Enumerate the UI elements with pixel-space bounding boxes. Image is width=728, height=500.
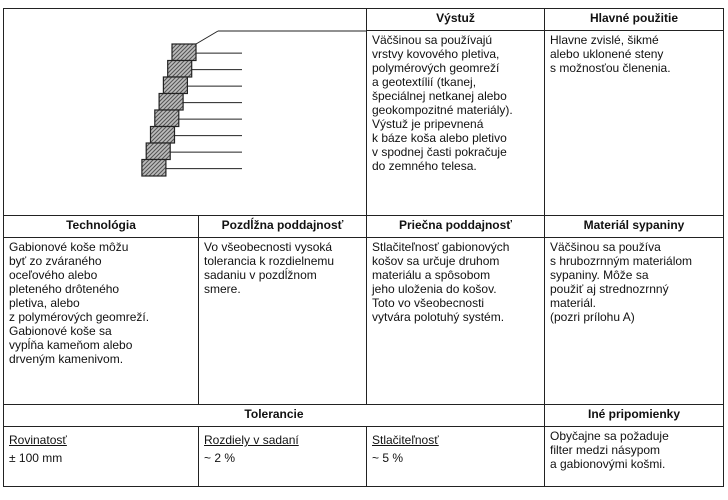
header-technologia: Technológia: [4, 216, 199, 238]
gabion-block: [151, 127, 175, 144]
cell-hlavne-pouzitie: Hlavne zvislé, šikmé alebo uklonené steny s možnosťou členenia.: [545, 31, 724, 216]
tolerance-value: ~ 5 %: [372, 451, 404, 465]
header-hlavne-pouzitie: Hlavné použitie: [545, 9, 724, 31]
tolerance-label: Rovinatosť: [9, 433, 67, 447]
header-material: Materiál sypaniny: [545, 216, 724, 238]
header-ine: Iné pripomienky: [545, 405, 724, 427]
cell-material: Väčšinou sa používa s hrubozrnným materiálom sypaniny. Môže sa použiť aj strednozrnný materiál. (pozri prílohu A): [545, 238, 724, 405]
tolerance-label: Stlačiteľnosť: [372, 433, 439, 447]
tolerance-value: ± 100 mm: [9, 451, 63, 465]
tolerance-rovinatost: [4, 427, 199, 487]
tolerance-stlacitelnost: [367, 427, 545, 487]
gabion-spec-table: [3, 8, 724, 487]
header-tolerancie: Tolerancie: [4, 405, 545, 427]
cell-technologia: Gabionové koše môžu byť zo zváraného oceľového alebo pleteného drôteného pletiva, alebo z polymérových geomreží. Gabionové koše sa vypĺňa kameňom alebo drveným kamenivom.: [4, 238, 199, 405]
header-pozdlzna: Pozdĺžna poddajnosť: [199, 216, 367, 238]
gabion-block: [172, 44, 196, 61]
tolerance-value: ~ 2 %: [204, 451, 236, 465]
tolerance-sadanie: [199, 427, 367, 487]
header-vystuz: Výstuž: [367, 9, 545, 31]
backfill-slope-line: [196, 31, 218, 44]
gabion-block: [163, 77, 187, 94]
gabion-wall-figure: [4, 9, 367, 216]
tolerance-label: Rozdiely v sadaní: [204, 433, 299, 447]
cell-priecna: Stlačiteľnosť gabionových košov sa určuje druhom materiálu a spôsobom jeho uloženia do košov. Toto vo všeobecnosti vytvára polotuhý systém.: [367, 238, 545, 405]
cell-pozdlzna: Vo všeobecnosti vysoká tolerancia k rozdielnemu sadaniu v pozdĺžnom smere.: [199, 238, 367, 405]
cell-vystuz: Väčšinou sa používajú vrstvy kovového pletiva, polymérových geomreží a geotextílií (tkanej, špeciálnej netkanej alebo geokompozitné materiály). Výstuž je pripevnená k báze koša alebo pletivo v spodnej časti pokračuje do zemného telesa.: [367, 31, 545, 216]
gabion-block: [146, 143, 170, 160]
gabion-block: [168, 61, 192, 78]
gabion-block: [142, 160, 166, 177]
header-priecna: Priečna poddajnosť: [367, 216, 545, 238]
gabion-wall-diagram-icon: [4, 9, 366, 216]
gabion-block: [155, 110, 179, 127]
gabion-block: [159, 94, 183, 111]
cell-ine: Obyčajne sa požaduje filter medzi násypom a gabionovými košmi.: [545, 427, 724, 487]
